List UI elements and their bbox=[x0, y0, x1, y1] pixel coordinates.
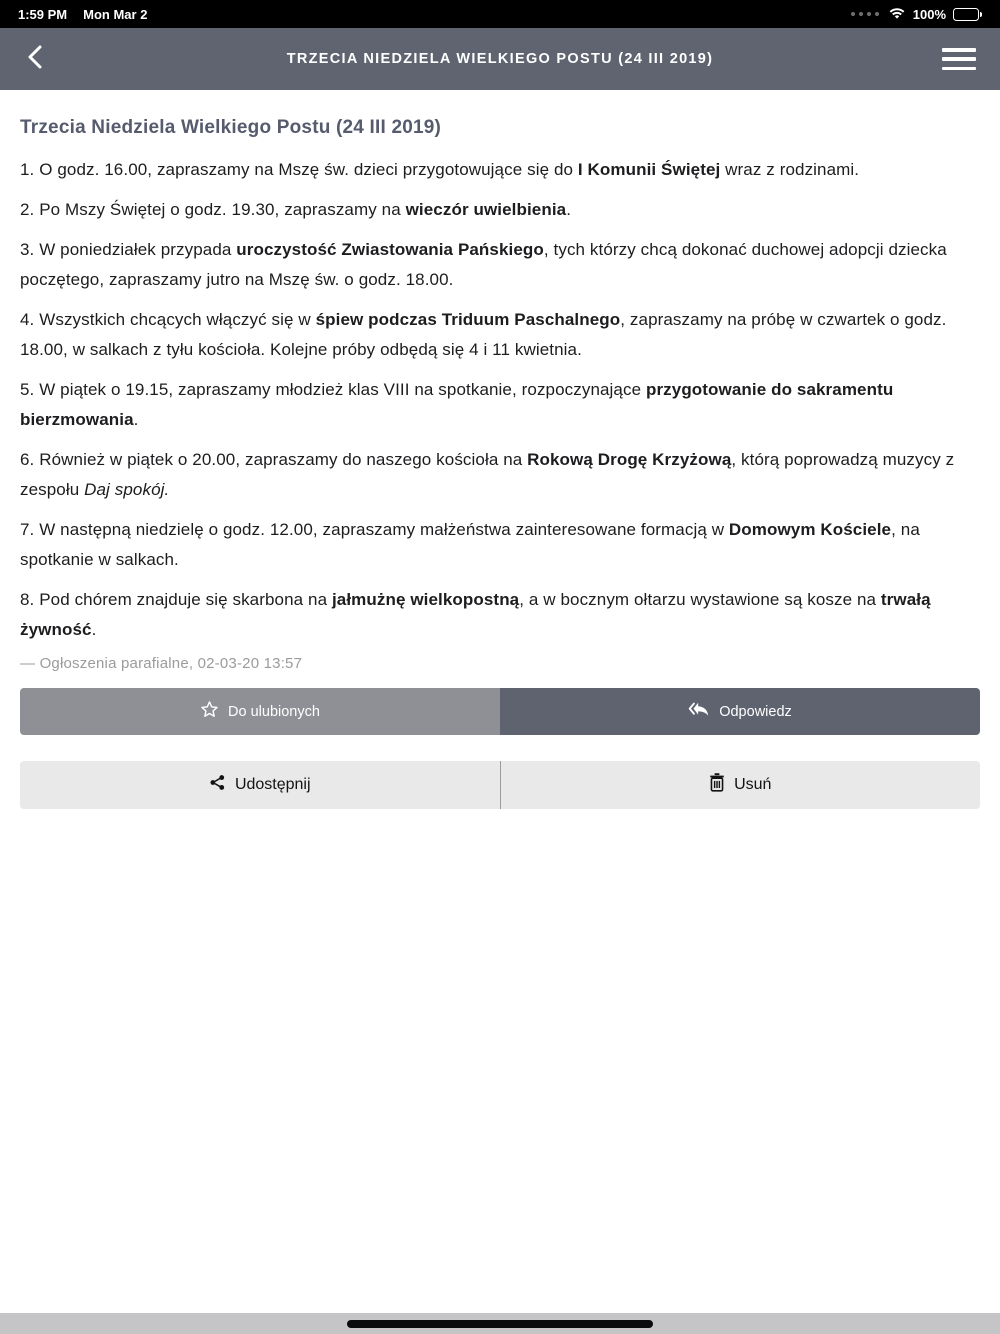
secondary-action-row bbox=[20, 761, 980, 809]
bottom-bar bbox=[0, 1313, 1000, 1334]
article bbox=[0, 90, 1000, 809]
announcement-list bbox=[20, 155, 980, 645]
reply-icon bbox=[688, 701, 710, 722]
announcement-paragraph bbox=[20, 585, 980, 645]
share-button-label: Udostępnij bbox=[234, 776, 311, 793]
favorite-button[interactable] bbox=[20, 688, 500, 735]
emphasis-text: wieczór uwielbienia bbox=[405, 200, 567, 219]
plain-text: , tych którzy chcą dokonać duchowej adopcji dziecka poczętego, zapraszamy jutro na Mszę św. o godz. 18.00. bbox=[20, 240, 947, 289]
battery-icon bbox=[953, 8, 982, 21]
delete-button-label: Usuń bbox=[734, 776, 772, 793]
announcement-paragraph bbox=[20, 235, 980, 295]
nav-bar bbox=[0, 28, 1000, 90]
emphasis-text: Rokową Drogę Krzyżową bbox=[527, 450, 732, 469]
status-date: Mon Mar 2 bbox=[83, 6, 148, 22]
menu-button[interactable] bbox=[942, 46, 976, 72]
announcement-paragraph bbox=[20, 195, 980, 225]
page-title: TRZECIA NIEDZIELA WIELKIEGO POSTU (24 III 2019) bbox=[286, 51, 714, 67]
emphasis-text: trwałą żywność bbox=[20, 590, 931, 639]
primary-action-row bbox=[20, 688, 980, 735]
plain-text: , na spotkanie w salkach. bbox=[20, 520, 920, 569]
plain-text: 6. Również w piątek o 20.00, zapraszamy do naszego kościoła na bbox=[20, 450, 528, 469]
delete-button[interactable] bbox=[501, 761, 981, 809]
announcement-paragraph bbox=[20, 155, 980, 185]
favorite-button-label: Do ulubionych bbox=[228, 703, 320, 720]
emphasis-text: śpiew podczas Triduum Paschalnego bbox=[315, 310, 621, 329]
announcement-paragraph bbox=[20, 515, 980, 575]
reply-button[interactable] bbox=[500, 688, 980, 735]
status-bar-left bbox=[18, 7, 147, 22]
reply-button-label: Odpowiedz bbox=[719, 703, 792, 720]
announcement-paragraph bbox=[20, 375, 980, 435]
status-bar bbox=[0, 0, 1000, 28]
back-button[interactable] bbox=[24, 39, 64, 79]
article-signature: — Ogłoszenia parafialne, 02-03-20 13:57 bbox=[20, 655, 303, 672]
plain-text: 8. Pod chórem znajduje się skarbona na bbox=[20, 590, 332, 609]
plain-text: . bbox=[91, 620, 97, 639]
share-icon bbox=[209, 773, 226, 797]
plain-text: wraz z rodzinami. bbox=[720, 160, 860, 179]
plain-text: 1. O godz. 16.00, zapraszamy na Mszę św. dzieci przygotowujące się do bbox=[20, 160, 578, 179]
status-bar-right bbox=[851, 6, 982, 23]
emphasis-text: Domowym Kościele bbox=[728, 520, 892, 539]
home-indicator[interactable] bbox=[347, 1320, 653, 1328]
hamburger-icon bbox=[942, 48, 976, 52]
plain-text: 4. Wszystkich chcących włączyć się w bbox=[20, 310, 316, 329]
plain-text: 3. W poniedziałek przypada bbox=[20, 240, 237, 259]
plain-text: 7. W następną niedzielę o godz. 12.00, zapraszamy małżeństwa zainteresowane formacją w bbox=[20, 520, 729, 539]
chevron-left-icon bbox=[24, 43, 46, 76]
plain-text: 5. W piątek o 19.15, zapraszamy młodzież klas VIII na spotkanie, rozpoczynające bbox=[20, 380, 646, 399]
announcement-paragraph bbox=[20, 445, 980, 505]
announcement-paragraph bbox=[20, 305, 980, 365]
article-heading: Trzecia Niedziela Wielkiego Postu (24 III 2019) bbox=[20, 117, 442, 138]
emphasis-text: I Komunii Świętej bbox=[577, 160, 721, 179]
italic-text: Daj spokój. bbox=[84, 480, 170, 499]
status-time: 1:59 PM bbox=[18, 6, 68, 22]
plain-text: 2. Po Mszy Świętej o godz. 19.30, zapraszamy na bbox=[20, 200, 406, 219]
wifi-icon bbox=[888, 6, 906, 23]
emphasis-text: przygotowanie do sakramentu bierzmowania bbox=[20, 380, 894, 429]
plain-text: , którą poprowadzą muzycy z zespołu bbox=[20, 450, 955, 499]
plain-text: . bbox=[133, 410, 139, 429]
signal-dots-icon bbox=[851, 12, 879, 16]
emphasis-text: uroczystość Zwiastowania Pańskiego bbox=[236, 240, 544, 259]
battery-percent: 100% bbox=[912, 6, 946, 22]
trash-icon bbox=[709, 773, 725, 797]
star-icon bbox=[200, 700, 219, 723]
emphasis-text: jałmużnę wielkopostną bbox=[331, 590, 520, 609]
plain-text: , zapraszamy na próbę w czwartek o godz. 18.00, w salkach z tyłu kościoła. Kolejne próby odbędą się 4 i 11 kwietnia. bbox=[20, 310, 947, 359]
plain-text: , a w bocznym ołtarzu wystawione są kosze na bbox=[519, 590, 881, 609]
plain-text: . bbox=[566, 200, 572, 219]
share-button[interactable] bbox=[20, 761, 501, 809]
